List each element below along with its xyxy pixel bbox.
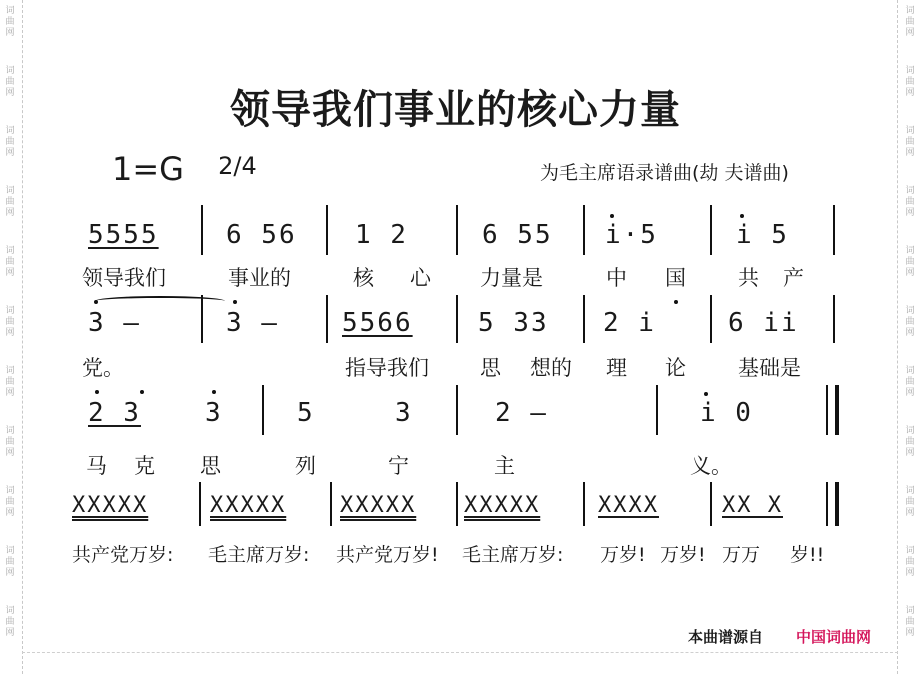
measure: 3 —: [226, 308, 279, 338]
watermark-glyph: 词: [5, 366, 15, 376]
watermark-glyph: 词: [905, 186, 915, 196]
watermark-glyph: 词: [5, 186, 15, 196]
watermark-glyph: 网: [5, 388, 15, 398]
watermark-glyph: 曲: [905, 197, 915, 207]
lyric: 列: [295, 454, 316, 478]
lyric: 领导我们: [82, 266, 166, 290]
watermark-glyph: 曲: [905, 437, 915, 447]
watermark-glyph: 曲: [905, 497, 915, 507]
barline: [656, 385, 658, 435]
barline: [710, 295, 712, 343]
watermark-glyph: 网: [5, 28, 15, 38]
barline: [583, 295, 585, 343]
watermark-glyph: 词: [5, 606, 15, 616]
measure: 3: [395, 398, 413, 428]
watermark-glyph: 词: [905, 6, 915, 16]
watermark-glyph: 曲: [5, 257, 15, 267]
barline: [456, 295, 458, 343]
watermark-glyph: 网: [5, 508, 15, 518]
watermark-glyph: 词: [905, 306, 915, 316]
watermark-glyph: 网: [5, 268, 15, 278]
measure: 2 i: [603, 308, 656, 338]
final-barline: [826, 385, 839, 435]
barline: [833, 295, 835, 343]
watermark-glyph: 词: [5, 426, 15, 436]
watermark-glyph: 网: [905, 568, 915, 578]
octave-dot: [610, 214, 614, 218]
song-subtitle: 为毛主席语录谱曲(劫 夫谱曲): [540, 162, 789, 184]
measure: XXXXX: [464, 493, 541, 518]
footer-label: 本曲谱源自: [688, 628, 764, 646]
watermark-glyph: 网: [5, 628, 15, 638]
measure: 5566: [342, 308, 413, 338]
lyric: 马: [86, 454, 107, 478]
watermark-glyph: 词: [5, 6, 15, 16]
octave-dot: [674, 300, 678, 304]
watermark-glyph: 网: [5, 568, 15, 578]
watermark-glyph: 词: [905, 426, 915, 436]
watermark-glyph: 曲: [905, 317, 915, 327]
measure: 5: [297, 398, 315, 428]
watermark-glyph: 曲: [5, 317, 15, 327]
lyric: 共产党万岁:: [72, 544, 174, 566]
watermark-glyph: 网: [5, 208, 15, 218]
lyric: 宁: [388, 454, 409, 478]
watermark-glyph: 网: [905, 88, 915, 98]
watermark-glyph: 曲: [5, 437, 15, 447]
watermark-glyph: 曲: [5, 77, 15, 87]
barline: [583, 205, 585, 255]
lyric: 岁!!: [790, 544, 825, 566]
barline: [456, 205, 458, 255]
key-signature-text: 1=G: [112, 150, 184, 188]
barline: [326, 295, 328, 343]
watermark-glyph: 词: [5, 546, 15, 556]
measure: XXXX: [598, 493, 659, 518]
watermark-glyph: 网: [905, 268, 915, 278]
watermark-glyph: 网: [905, 448, 915, 458]
key-signature: [112, 150, 257, 188]
lyric: 共产: [738, 266, 828, 290]
octave-dot: [233, 300, 237, 304]
barline: [330, 482, 332, 526]
watermark-glyph: 网: [905, 28, 915, 38]
lyric: 万岁!: [660, 544, 706, 566]
lyric: 义。: [690, 454, 732, 478]
measure: 2 3: [88, 398, 141, 428]
watermark-glyph: 曲: [905, 557, 915, 567]
octave-dot: [704, 392, 708, 396]
lyric: 克: [134, 454, 155, 478]
song-title: 领导我们事业的核心力量: [230, 86, 681, 133]
watermark-glyph: 词: [905, 126, 915, 136]
watermark-glyph: 曲: [905, 77, 915, 87]
watermark-glyph: 曲: [5, 557, 15, 567]
octave-dot: [95, 390, 99, 394]
watermark-glyph: 词: [5, 306, 15, 316]
octave-dot: [740, 214, 744, 218]
watermark-glyph: 词: [905, 546, 915, 556]
lyric: 党。: [82, 356, 124, 380]
final-barline: [826, 482, 839, 526]
watermark-glyph: 曲: [905, 377, 915, 387]
barline: [262, 385, 264, 435]
watermark-glyph: 网: [905, 388, 915, 398]
lyric: 事业的: [228, 266, 291, 290]
watermark-glyph: 词: [5, 486, 15, 496]
watermark-glyph: 曲: [905, 617, 915, 627]
watermark-glyph: 网: [905, 328, 915, 338]
watermark-glyph: 词: [5, 126, 15, 136]
barline: [199, 482, 201, 526]
watermark-glyph: 词: [5, 246, 15, 256]
measure: XX X: [722, 493, 783, 518]
lyric: 中: [606, 266, 627, 290]
watermark-glyph: 词: [905, 486, 915, 496]
barline: [201, 295, 203, 343]
watermark-glyph: 词: [905, 366, 915, 376]
measure: 6 56: [226, 220, 297, 250]
lyric: 万万: [722, 544, 761, 566]
watermark-glyph: 网: [5, 148, 15, 158]
measure: 5 33: [478, 308, 549, 338]
slur: [95, 296, 225, 306]
measure: 1 2: [355, 220, 408, 250]
watermark-glyph: 网: [905, 628, 915, 638]
barline: [583, 482, 585, 526]
bottom-rule: [22, 652, 898, 653]
octave-dot: [212, 390, 216, 394]
watermark-glyph: 曲: [905, 137, 915, 147]
measure: 6 ii: [728, 308, 799, 338]
watermark-glyph: 曲: [5, 497, 15, 507]
lyric: 基础是: [738, 356, 801, 380]
measure: XXXXX: [210, 493, 287, 518]
lyric: 毛主席万岁:: [208, 544, 310, 566]
watermark-glyph: 词: [905, 246, 915, 256]
measure: i·5: [605, 220, 658, 250]
lyric: 毛主席万岁:: [462, 544, 564, 566]
lyric: 主: [494, 454, 515, 478]
watermark-glyph: 网: [5, 88, 15, 98]
watermark-glyph: 网: [905, 148, 915, 158]
lyric: 国: [665, 266, 686, 290]
lyric: 核: [353, 266, 374, 290]
lyric: 理: [606, 356, 627, 380]
barline: [833, 205, 835, 255]
barline: [201, 205, 203, 255]
watermark-glyph: 词: [905, 606, 915, 616]
measure: XXXXX: [72, 493, 149, 518]
measure: 2 —: [495, 398, 548, 428]
measure: 3: [205, 398, 223, 428]
watermark-glyph: 曲: [905, 257, 915, 267]
barline: [710, 482, 712, 526]
barline: [326, 205, 328, 255]
watermark-glyph: 曲: [905, 17, 915, 27]
watermark-glyph: 曲: [5, 377, 15, 387]
watermark-glyph: 词: [905, 66, 915, 76]
measure: 3 —: [88, 308, 141, 338]
watermark-glyph: 网: [5, 448, 15, 458]
lyric: 论: [665, 356, 686, 380]
watermark-glyph: 曲: [5, 137, 15, 147]
time-signature: 2/4: [218, 152, 257, 180]
lyric: 指导我们: [345, 356, 429, 380]
lyric: 思: [480, 356, 501, 380]
lyric: 想的: [530, 356, 572, 380]
watermark-glyph: 网: [905, 508, 915, 518]
watermark-glyph: 网: [905, 208, 915, 218]
measure: XXXXX: [340, 493, 417, 518]
footer-site-link[interactable]: 中国词曲网: [796, 628, 872, 646]
measure: 5555: [88, 220, 159, 250]
watermark-glyph: 词: [5, 66, 15, 76]
watermark-glyph: 曲: [5, 197, 15, 207]
lyric: 心: [410, 266, 431, 290]
lyric: 万岁!: [600, 544, 646, 566]
measure: 6 55: [482, 220, 553, 250]
barline: [456, 385, 458, 435]
lyric: 共产党万岁!: [336, 544, 439, 566]
watermark-glyph: 曲: [5, 617, 15, 627]
barline: [456, 482, 458, 526]
watermark-glyph: 网: [5, 328, 15, 338]
watermark-glyph: 曲: [5, 17, 15, 27]
measure: i 0: [700, 398, 753, 428]
barline: [710, 205, 712, 255]
octave-dot: [140, 390, 144, 394]
lyric: 思: [200, 454, 221, 478]
lyric: 力量是: [480, 266, 543, 290]
octave-dot: [94, 300, 98, 304]
measure: i 5: [736, 220, 789, 250]
